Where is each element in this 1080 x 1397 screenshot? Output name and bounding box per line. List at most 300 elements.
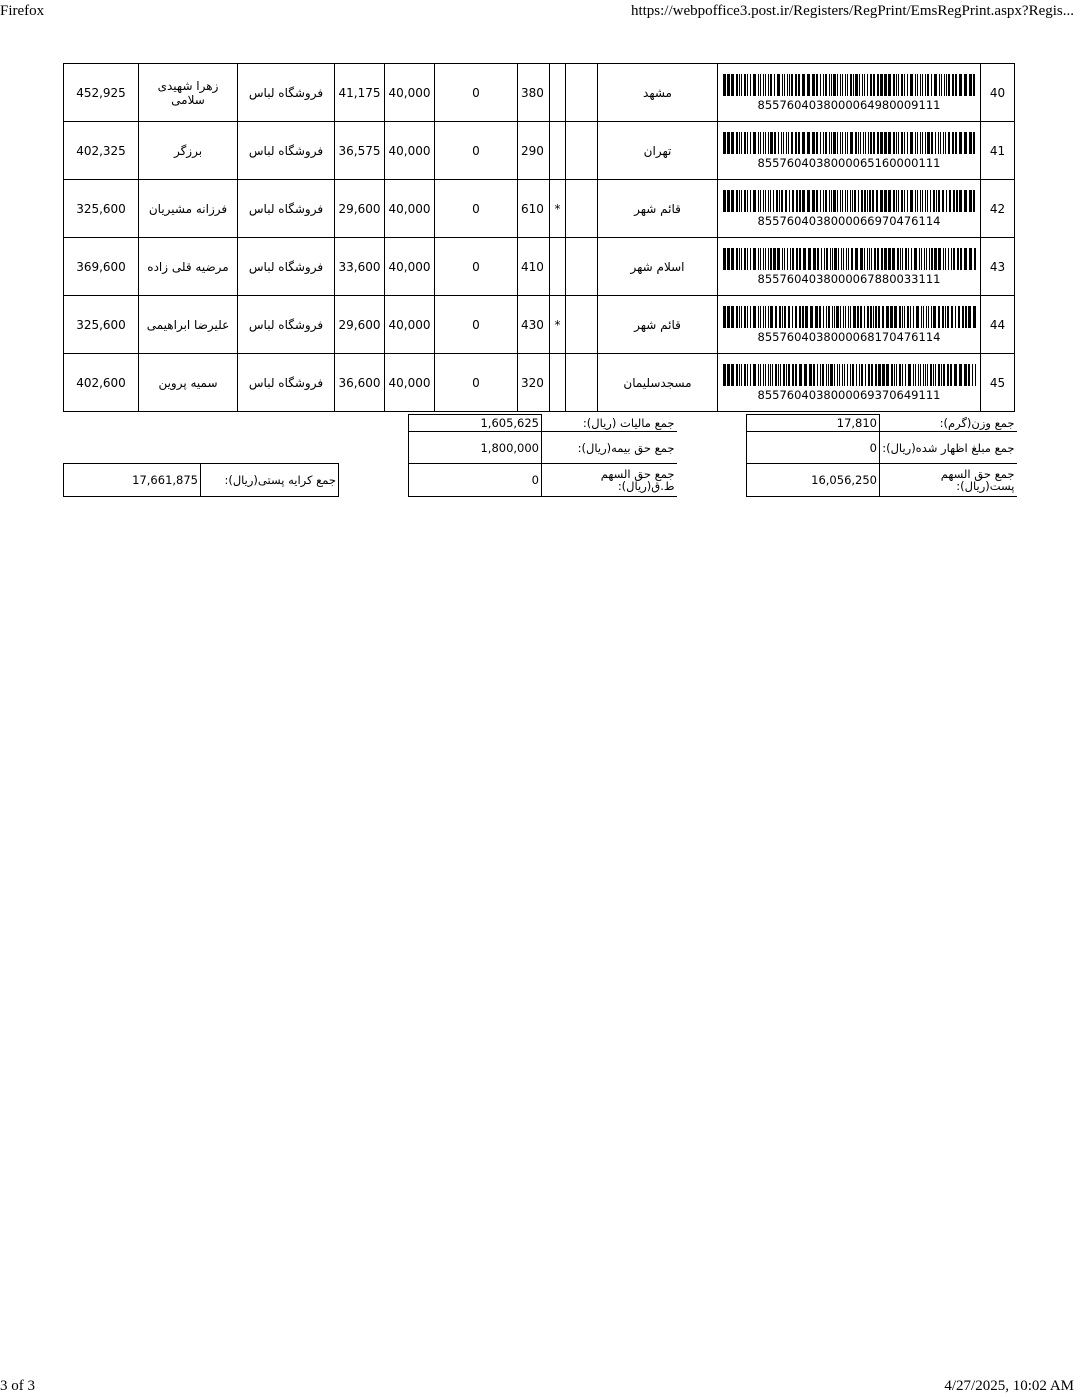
barcode-bar — [845, 132, 846, 154]
barcode-bar — [842, 74, 843, 96]
destination-city: قائم شهر — [598, 180, 718, 238]
barcode-bar — [916, 306, 919, 328]
barcode-bar — [758, 190, 759, 212]
barcode-bar — [926, 306, 927, 328]
barcode-bar — [853, 74, 854, 96]
table-row — [64, 122, 1015, 180]
barcode-bar — [819, 306, 821, 328]
barcode-bar — [736, 364, 738, 386]
barcode-bar — [939, 74, 940, 96]
barcode-bar — [854, 190, 856, 212]
page-indicator: 3 of 3 — [0, 1378, 35, 1394]
barcode-bar — [799, 248, 801, 270]
barcode-bar — [927, 190, 928, 212]
barcode-bar — [765, 74, 766, 96]
barcode-bar — [858, 132, 859, 154]
empty-cell — [566, 296, 598, 354]
barcode-bar — [821, 248, 822, 270]
barcode-bar — [817, 248, 819, 270]
barcode-bar — [795, 364, 797, 386]
barcode-bar — [888, 132, 891, 154]
barcode-bar — [890, 306, 893, 328]
barcode-bar — [723, 306, 726, 328]
barcode-bar — [744, 306, 746, 328]
barcode-bar — [824, 248, 825, 270]
barcode-bar — [727, 306, 730, 328]
barcode-bar — [739, 190, 740, 212]
barcode-bar — [931, 248, 933, 270]
barcode-bar — [772, 364, 773, 386]
barcode-bar — [893, 74, 895, 96]
barcode-bar — [777, 248, 780, 270]
summary-right — [746, 414, 1017, 497]
barcode-bar — [842, 190, 843, 212]
barcode-bar — [839, 364, 840, 386]
barcode-bar — [917, 132, 918, 154]
barcode-bar — [941, 74, 942, 96]
barcode-bar — [884, 190, 887, 212]
barcode-bar — [869, 248, 870, 270]
barcode-bar — [948, 248, 949, 270]
barcode-bar — [871, 364, 873, 386]
barcode-bar — [809, 364, 812, 386]
total-amount: 369,600 — [64, 238, 139, 296]
table-row — [64, 296, 1015, 354]
table-row — [64, 238, 1015, 296]
barcode-bar — [938, 132, 939, 154]
destination-city: تهران — [598, 122, 718, 180]
destination-city: قائم شهر — [598, 296, 718, 354]
barcode-bar — [908, 248, 909, 270]
barcode-bar — [955, 74, 957, 96]
barcode-bar — [808, 248, 811, 270]
barcode-bar — [863, 132, 864, 154]
weight: 430 — [518, 296, 550, 354]
barcode-bar — [924, 248, 925, 270]
weight: 610 — [518, 180, 550, 238]
barcode-bar — [758, 248, 759, 270]
barcode-bar — [802, 306, 804, 328]
barcode-bar — [847, 364, 848, 386]
barcode-bar — [799, 306, 801, 328]
barcode-bar — [758, 306, 759, 328]
barcode-bar — [741, 306, 742, 328]
barcode-bar — [723, 190, 726, 212]
barcode-bar — [825, 74, 827, 96]
barcode-bar — [969, 74, 972, 96]
recipient-name: فرزانه مشیریان — [139, 180, 238, 238]
barcode-bar — [813, 248, 816, 270]
barcode-bar — [829, 190, 830, 212]
barcode-bar — [823, 132, 824, 154]
barcode-bar — [933, 306, 936, 328]
barcode-bar — [964, 248, 967, 270]
barcode-bar — [902, 306, 903, 328]
recipient-name: مرضیه قلی زاده — [139, 238, 238, 296]
barcode-bar — [844, 364, 845, 386]
barcode-bar — [875, 306, 877, 328]
barcode-bar — [870, 306, 872, 328]
barcode-bar — [843, 306, 844, 328]
barcode-bar — [873, 132, 875, 154]
destination-city: مشهد — [598, 64, 718, 122]
total-insurance-label: جمع حق بیمه(ریال): — [542, 432, 677, 464]
insurance-fee: 40,000 — [385, 64, 435, 122]
barcode-bar — [897, 248, 899, 270]
barcode-bar — [968, 364, 970, 386]
barcode-bar — [723, 74, 726, 96]
barcode-bar — [905, 364, 906, 386]
barcode-bar — [920, 74, 921, 96]
barcode-bar — [796, 190, 798, 212]
barcode-bar — [744, 248, 746, 270]
barcode-bar — [904, 74, 905, 96]
barcode-bar — [867, 190, 868, 212]
barcode-cell — [718, 64, 981, 122]
barcode-bar — [915, 190, 916, 212]
barcode-bar — [962, 306, 964, 328]
barcode-bar — [799, 364, 802, 386]
barcode-bar — [739, 248, 740, 270]
tq-share-value: 0 — [409, 464, 542, 497]
barcode-bar — [896, 190, 897, 212]
barcode-bar — [927, 132, 930, 154]
barcode-bar — [787, 248, 788, 270]
barcode-bar — [744, 364, 746, 386]
barcode-bar — [873, 306, 874, 328]
barcode-bar — [931, 132, 933, 154]
mark-cell: * — [550, 180, 566, 238]
barcode-bar — [948, 74, 950, 96]
barcode-bar — [857, 306, 859, 328]
barcode-bar — [851, 248, 853, 270]
barcode-bar — [900, 248, 901, 270]
barcode-bar — [969, 132, 972, 154]
barcode-bar — [744, 132, 746, 154]
barcode-bar — [795, 132, 797, 154]
barcode-bar — [833, 190, 836, 212]
barcode-bar — [950, 364, 952, 386]
barcode-bar — [784, 248, 785, 270]
barcode-number: 8557604038000067880033111 — [757, 271, 941, 286]
barcode-bar — [904, 306, 905, 328]
barcode-bar — [855, 132, 857, 154]
declared-value: 0 — [435, 64, 518, 122]
barcode-bar — [773, 190, 774, 212]
barcode-bar — [850, 132, 853, 154]
barcode-bar — [931, 306, 932, 328]
barcode-bar — [770, 248, 772, 270]
declared-value: 0 — [435, 354, 518, 412]
barcode-bar — [880, 74, 883, 96]
barcode-bar — [878, 306, 880, 328]
barcode-bar — [893, 190, 895, 212]
barcode-bar — [886, 364, 889, 386]
barcode-bar — [973, 190, 975, 212]
barcode-bar — [850, 190, 851, 212]
destination-city: اسلام شهر — [598, 238, 718, 296]
barcode-bar — [846, 248, 847, 270]
barcode-bar — [780, 364, 781, 386]
barcode-bar — [768, 364, 769, 386]
barcode-bar — [798, 74, 800, 96]
barcode-bar — [727, 74, 730, 96]
table-row — [64, 64, 1015, 122]
barcode-bar — [773, 248, 776, 270]
barcode-bar — [823, 190, 824, 212]
barcode-bar — [884, 74, 887, 96]
barcode-image — [723, 306, 976, 328]
barcode-bar — [930, 364, 932, 386]
postage-fee: 29,600 — [335, 180, 385, 238]
barcode-bar — [789, 74, 790, 96]
barcode-bar — [896, 74, 897, 96]
barcode-number: 8557604038000065160000111 — [757, 155, 941, 170]
barcode-bar — [921, 248, 922, 270]
barcode-bar — [731, 364, 734, 386]
barcode-bar — [765, 248, 766, 270]
barcode-bar — [799, 190, 801, 212]
barcode-bar — [845, 306, 846, 328]
barcode-bar — [731, 74, 734, 96]
barcode-bar — [904, 132, 905, 154]
barcode-bar — [763, 248, 764, 270]
barcode-bar — [796, 248, 798, 270]
barcode-bar — [869, 190, 871, 212]
barcode-bar — [804, 364, 807, 386]
barcode-bar — [856, 364, 857, 386]
barcode-bar — [810, 306, 813, 328]
barcode-bar — [840, 190, 841, 212]
barcode-bar — [822, 364, 824, 386]
barcode-bar — [747, 74, 748, 96]
barcode-bar — [940, 132, 941, 154]
barcode-number: 8557604038000069370649111 — [757, 387, 941, 402]
barcode-bar — [864, 248, 865, 270]
barcode-bar — [920, 132, 921, 154]
barcode-bar — [907, 306, 909, 328]
barcode-bar — [862, 74, 863, 96]
total-tax-label: جمع مالیات (ریال): — [542, 415, 677, 432]
recipient-name: زهرا شهیدی سلامی — [139, 64, 238, 122]
barcode-number: 8557604038000064980009111 — [757, 97, 941, 112]
barcode-bar — [957, 248, 959, 270]
empty-cell — [566, 238, 598, 296]
barcode-bar — [776, 190, 778, 212]
row-index: 42 — [981, 180, 1015, 238]
barcode-bar — [816, 74, 818, 96]
barcode-bar — [881, 248, 883, 270]
barcode-bar — [915, 364, 916, 386]
barcode-bar — [960, 248, 962, 270]
barcode-bar — [760, 248, 761, 270]
barcode-bar — [877, 248, 879, 270]
barcode-bar — [896, 132, 897, 154]
barcode-bar — [958, 306, 960, 328]
barcode-bar — [877, 74, 879, 96]
barcode-bar — [842, 132, 843, 154]
barcode-bar — [886, 306, 889, 328]
barcode-bar — [972, 364, 973, 386]
barcode-bar — [763, 364, 764, 386]
barcode-bar — [826, 248, 828, 270]
mark-cell — [550, 64, 566, 122]
barcode-bar — [770, 74, 772, 96]
recipient-name: علیرضا ابراهیمی — [139, 296, 238, 354]
barcode-bar — [860, 132, 861, 154]
barcode-bar — [865, 132, 866, 154]
barcode-bar — [840, 306, 841, 328]
barcode-bar — [923, 306, 924, 328]
mark-cell — [550, 238, 566, 296]
barcode-bar — [783, 364, 785, 386]
barcode-bar — [837, 364, 838, 386]
barcode-bar — [831, 132, 832, 154]
postage-fee: 41,175 — [335, 64, 385, 122]
barcode-bar — [915, 132, 916, 154]
barcode-bar — [858, 190, 859, 212]
barcode-bar — [731, 190, 734, 212]
row-index: 41 — [981, 122, 1015, 180]
barcode-bar — [923, 364, 924, 386]
insurance-fee: 40,000 — [385, 296, 435, 354]
barcode-bar — [925, 74, 926, 96]
barcode-bar — [959, 190, 962, 212]
barcode-bar — [831, 74, 832, 96]
empty-cell — [566, 180, 598, 238]
barcode-bar — [864, 306, 865, 328]
barcode-bar — [785, 190, 787, 212]
barcode-bar — [875, 364, 877, 386]
barcode-bar — [936, 190, 937, 212]
barcode-bar — [917, 190, 918, 212]
barcode-bar — [893, 132, 895, 154]
barcode-bar — [964, 364, 967, 386]
barcode-bar — [871, 248, 872, 270]
postage-fee: 29,600 — [335, 296, 385, 354]
barcode-bar — [770, 306, 773, 328]
barcode-bar — [953, 248, 955, 270]
barcode-bar — [778, 132, 779, 154]
barcode-bar — [788, 364, 790, 386]
insurance-fee: 40,000 — [385, 238, 435, 296]
barcode-bar — [774, 74, 775, 96]
barcode-bar — [784, 306, 786, 328]
barcode-bar — [942, 306, 944, 328]
barcode-bar — [812, 74, 815, 96]
barcode-bar — [955, 306, 956, 328]
barcode-bar — [896, 364, 897, 386]
barcode-bar — [727, 132, 730, 154]
barcode-image — [723, 190, 976, 212]
barcode-bar — [770, 364, 771, 386]
barcode-bar — [945, 306, 946, 328]
barcode-bar — [781, 190, 783, 212]
barcode-bar — [938, 364, 940, 386]
barcode-bar — [731, 248, 734, 270]
barcode-bar — [825, 190, 827, 212]
barcode-bar — [973, 132, 975, 154]
barcode-bar — [807, 132, 810, 154]
postage-fee: 36,575 — [335, 122, 385, 180]
barcode-bar — [941, 364, 942, 386]
barcode-bar — [775, 306, 777, 328]
barcode-cell — [718, 354, 981, 412]
barcode-bar — [899, 364, 901, 386]
barcode-bar — [763, 306, 764, 328]
barcode-bar — [898, 190, 899, 212]
barcode-bar — [926, 248, 927, 270]
barcode-bar — [836, 306, 839, 328]
barcode-bar — [741, 74, 742, 96]
barcode-bar — [834, 248, 837, 270]
barcode-bar — [763, 190, 764, 212]
barcode-bar — [874, 248, 876, 270]
barcode-bar — [855, 248, 858, 270]
barcode-bar — [838, 248, 839, 270]
barcode-bar — [760, 190, 761, 212]
barcode-bar — [901, 190, 903, 212]
mark-cell — [550, 354, 566, 412]
barcode-bar — [736, 132, 738, 154]
barcode-bar — [790, 248, 791, 270]
barcode-bar — [736, 306, 738, 328]
barcode-bar — [868, 364, 870, 386]
recipient-name: برزگر — [139, 122, 238, 180]
barcode-bar — [753, 248, 756, 270]
barcode-bar — [973, 74, 975, 96]
barcode-bar — [861, 190, 863, 212]
barcode-bar — [946, 190, 947, 212]
barcode-bar — [943, 364, 945, 386]
barcode-bar — [951, 306, 953, 328]
barcode-bar — [833, 132, 836, 154]
row-index: 43 — [981, 238, 1015, 296]
barcode-bar — [847, 132, 848, 154]
barcode-bar — [884, 248, 887, 270]
total-amount: 325,600 — [64, 180, 139, 238]
barcode-bar — [723, 132, 726, 154]
barcode-bar — [813, 364, 815, 386]
barcode-bar — [830, 248, 831, 270]
barcode-bar — [832, 306, 833, 328]
post-share-value: 16,056,250 — [747, 464, 880, 497]
barcode-bar — [933, 190, 935, 212]
post-share-label: جمع حق السهم پست(ریال): — [880, 464, 1017, 497]
barcode-bar — [837, 74, 838, 96]
barcode-bar — [727, 364, 730, 386]
insurance-fee: 40,000 — [385, 354, 435, 412]
barcode-bar — [837, 132, 838, 154]
barcode-bar — [907, 132, 908, 154]
barcode-bar — [768, 306, 769, 328]
barcode-bar — [922, 132, 923, 154]
barcode-bar — [899, 306, 901, 328]
total-declared-label: جمع مبلغ اظهار شده(ریال): — [880, 432, 1017, 464]
barcode-bar — [935, 132, 936, 154]
barcode-bar — [739, 132, 740, 154]
total-postal-fee-value: 17,661,875 — [64, 464, 201, 497]
barcode-bar — [852, 190, 853, 212]
barcode-bar — [753, 306, 756, 328]
insurance-fee: 40,000 — [385, 122, 435, 180]
barcode-bar — [959, 364, 962, 386]
barcode-bar — [914, 248, 917, 270]
barcode-bar — [741, 190, 742, 212]
barcode-bar — [786, 364, 787, 386]
declared-value: 0 — [435, 122, 518, 180]
recipient-name: سمیه پروین — [139, 354, 238, 412]
